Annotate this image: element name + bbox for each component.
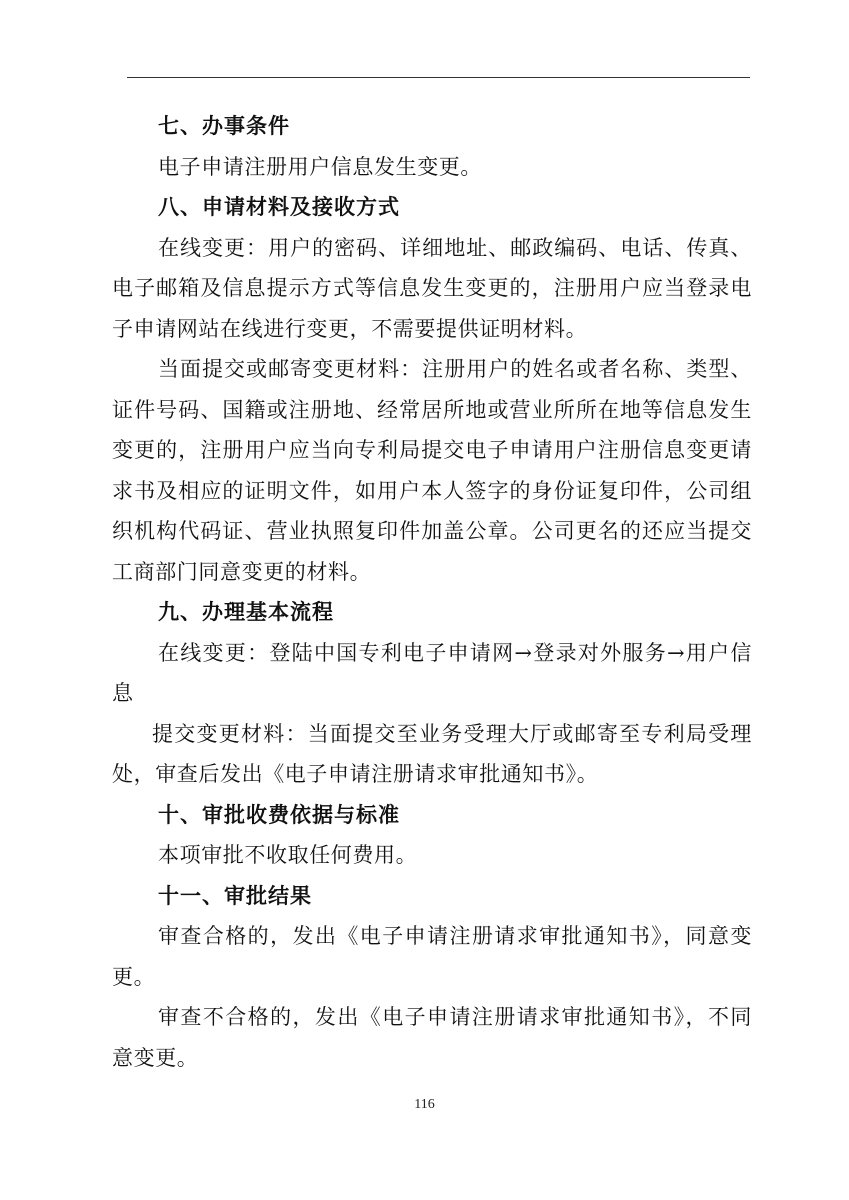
paragraph: 在线变更：登陆中国专利电子申请网→登录对外服务→用户信息	[112, 640, 752, 705]
section-heading-9: 九、办理基本流程	[158, 600, 334, 624]
header-rule	[127, 77, 750, 78]
paragraph: 审查不合格的，发出《电子申请注册请求审批通知书》，不同意变更。	[112, 1005, 752, 1070]
paragraph: 提交变更材料：当面提交至业务受理大厅或邮寄至专利局受理处，审查后发出《电子申请注册请求审批通知书》。	[112, 721, 752, 786]
section-heading-10: 十、审批收费依据与标准	[158, 802, 400, 827]
section-heading-11: 十一、审批结果	[158, 883, 312, 908]
document-body	[112, 106, 752, 1078]
paragraph: 电子申请注册用户信息发生变更。	[158, 154, 482, 179]
paragraph: 当面提交或邮寄变更材料：注册用户的姓名或者名称、类型、证件号码、国籍或注册地、经常居所地或营业所所在地等信息发生变更的，注册用户应当向专利局提交电子申请用户注册信息变更请求书及相应的证明文件，如用户本人签字的身份证复印件，公司组织机构代码证、营业执照复印件加盖公章。公司更名的还应当提交工商部门同意变更的材料。	[112, 357, 752, 584]
section-heading-7: 七、办事条件	[158, 114, 290, 138]
section-heading-8: 八、申请材料及接收方式	[158, 195, 400, 219]
paragraph: 审查合格的，发出《电子申请注册请求审批通知书》，同意变更。	[112, 924, 752, 989]
page-number: 116	[414, 1097, 435, 1112]
paragraph: 本项审批不收取任何费用。	[158, 843, 418, 867]
paragraph: 在线变更：用户的密码、详细地址、邮政编码、电话、传真、电子邮箱及信息提示方式等信息发生变更的，注册用户应当登录电子申请网站在线进行变更，不需要提供证明材料。	[112, 235, 752, 341]
